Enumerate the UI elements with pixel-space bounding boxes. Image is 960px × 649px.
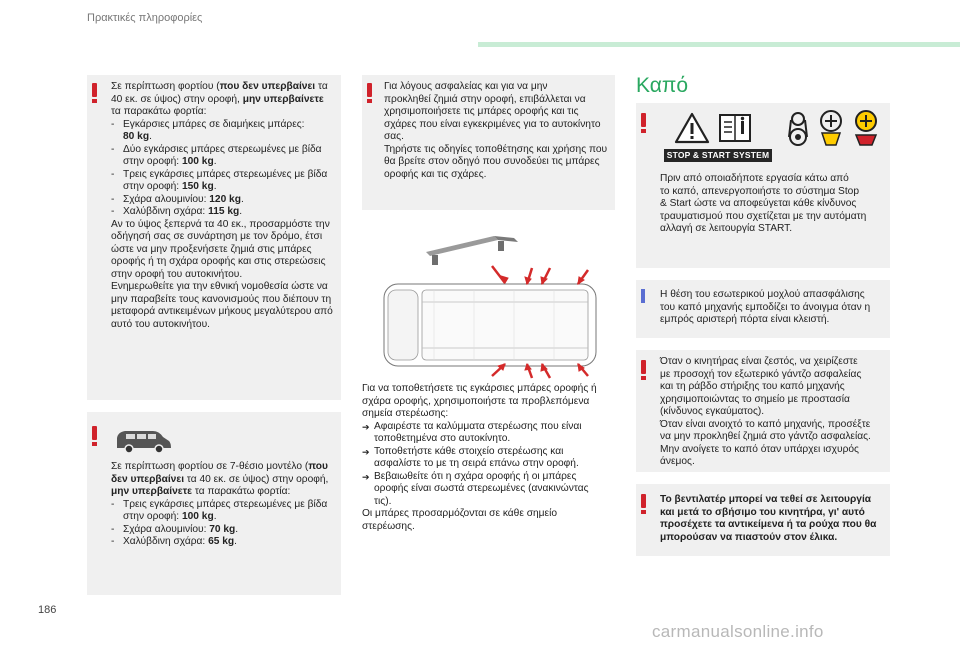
warning-icon xyxy=(641,113,646,127)
warning-triangle-icon xyxy=(674,112,710,144)
van-top-view xyxy=(384,284,596,366)
warning-icon xyxy=(641,494,646,508)
list-item: - Τρεις εγκάρσιες μπάρες στερεωμένες με βίδα στην οροφή: 100 kg. xyxy=(111,498,328,522)
roof-mounting-points-illustration xyxy=(374,222,604,382)
section-title: Καπό xyxy=(636,74,689,97)
fan-belt-icon xyxy=(784,111,812,147)
list-item: - Εγκάρσιες μπάρες σε διαμήκεις μπάρες: 80 kg. xyxy=(111,118,305,142)
step-arrow-icon: ➔ xyxy=(362,471,370,482)
info-icon xyxy=(641,289,645,303)
approved-bars-warning-box: Για λόγους ασφαλείας και για να μην προκληθεί ζημιά στην οροφή, επιβάλλεται να χρησιμοποιήσετε τις μπάρες οροφής και τις σχάρες που είναι εγκεκριμένες για το αυτοκίνητο σας. Τηρήστε τις οδηγίες τοποθέτησης και χρήσης που θα βρείτε στον οδηγό που συνοδεύει τις μπάρες οροφής και τις σχάρες. xyxy=(362,75,615,210)
list-item: - Σχάρα αλουμινίου: 70 kg. xyxy=(111,523,239,535)
warning-icon xyxy=(92,426,97,440)
list-item: - Δύο εγκάρσιες μπάρες στερεωμένες με βίδα στην οροφή: 100 kg. xyxy=(111,143,322,167)
list-item: - Σχάρα αλουμινίου: 120 kg. xyxy=(111,193,244,205)
header-accent-bar xyxy=(478,42,960,47)
list-item: - Τρεις εγκάρσιες μπάρες στερεωμένες με βίδα στην οροφή: 150 kg. xyxy=(111,168,328,192)
bonnet-lever-info-box: Η θέση του εσωτερικού μοχλού απασφάλισης του καπό μηχανής εμποδίζει το άνοιγμα όταν η εμπρός αριστερή πόρτα είναι κλειστή. xyxy=(636,280,890,338)
step-arrow-icon: ➔ xyxy=(362,421,370,432)
load-limits-warning-box: Σε περίπτωση φορτίου (που δεν υπερβαίνει τα 40 εκ. σε ύψος) στην οροφή, μην υπερβαίνετε τα παρακάτω φορτία: - Εγκάρσιες μπάρες σε διαμήκεις μπάρες: 80 kg. - Δύο εγκάρσιες μπάρες στερεωμένες με βίδα στην οροφή: 100 kg. - Τρεις εγκάρσιες μπάρες στερεωμένες με βίδα στην οροφή: 150 kg. - Σχάρα αλουμινίου: 120 kg. - Χαλύβδινη σχάρα: 115 kg. Αν το ύψος ξεπερνά τα 40 εκ., προσαρμόστε την οδήγησή σας σε συνάρτηση με τον δρόμο, έτσι ώστε να μην προξενήσετε ζημιά στις μπάρες οροφής ή τη σχάρα οροφής και στις στερεώσεις στην οροφή του αυτοκινήτου. Ενημερωθείτε για την εθνική νομοθεσία ώστε να μην παραβείτε τους κανονισμούς που διέπουν τη μεταφορά αντικειμένων μήκους μεγαλύτερου από αυτό του αυτοκινήτου. xyxy=(87,75,341,400)
hot-engine-warning-box: Όταν ο κινητήρας είναι ζεστός, να χειρίζεστε με προσοχή τον εξωτερικό γάντζο ασφαλείας και τη ράβδο στήριξης του καπό μηχανής χρησιμοποιώντας το σημείο με προστασία (κίνδυνος εγκαύματος). Όταν είναι ανοιχτό το καπό μηχανής, προσέξτε να μην προκληθεί ζημιά στο γάντζο ασφαλείας. Μην ανοίγετε το καπό όταν υπάρχει ισχυρός άνεμος. xyxy=(636,350,890,472)
seven-seat-load-warning-box: Σε περίπτωση φορτίου σε 7-θέσιο μοντέλο (που δεν υπερβαίνει τα 40 εκ. σε ύψος) στην οροφή, μην υπερβαίνετε τα παρακάτω φορτία: - Τρεις εγκάρσιες μπάρες στερεωμένες με βίδα στην οροφή: 100 kg. - Σχάρα αλουμινίου: 70 kg. - Χαλύβδινη σχάρα: 65 kg. xyxy=(87,412,341,595)
install-instructions: Για να τοποθετήσετε τις εγκάρσιες μπάρες οροφής ή σχάρα οροφής, χρησιμοποιήστε τα προβλεπόμενα σημεία στερέωσης: ➔ Αφαιρέστε τα καλύμματα στερέωσης που είναι τοποθετημένα στο αυτοκίνητο. ➔ Τοποθετήστε κάθε στοιχείο στερέωσης και ασφαλίστε το με τη σειρά επάνω στην οροφή. ➔ Βεβαιωθείτε ότι η σχάρα οροφής ή οι μπάρες οροφής είναι σωστά στερεωμένες (ανακινώντας τις). Οι μπάρες προσαρμόζονται σε κάθε σημείο στερέωσης. xyxy=(362,383,618,533)
watermark: carmanualsonline.info xyxy=(652,622,824,641)
fan-warning-box: Το βεντιλατέρ μπορεί να τεθεί σε λειτουργία και μετά το σβήσιμο του κινητήρα, γι' αυτό προσέχετε τα αντικείμενα ή τα ρούχα που θα μπορούσαν να πιαστούν στον έλικα. xyxy=(636,484,890,556)
hand-hazard-icon xyxy=(816,109,846,147)
manual-book-icon xyxy=(718,112,752,144)
seven-seat-van-icon xyxy=(113,428,173,454)
list-item: ➔ Τοποθετήστε κάθε στοιχείο στερέωσης και ασφαλίστε το με τη σειρά επάνω στην οροφή. xyxy=(362,445,579,469)
list-item: ➔ Βεβαιωθείτε ότι η σχάρα οροφής ή οι μπάρες οροφής είναι σωστά στερεωμένες (ανακινώντας τις). xyxy=(362,470,589,507)
list-item: ➔ Αφαιρέστε τα καλύμματα στερέωσης που είναι τοποθετημένα στο αυτοκίνητο. xyxy=(362,420,582,444)
warning-icon xyxy=(641,360,646,374)
warning-icon xyxy=(92,83,97,97)
header-title: Πρακτικές πληροφορίες xyxy=(87,12,203,24)
list-item: - Χαλύβδινη σχάρα: 115 kg. xyxy=(111,206,243,217)
roof-bar-illustration xyxy=(426,236,518,265)
page-number: 186 xyxy=(38,604,57,616)
step-arrow-icon: ➔ xyxy=(362,446,370,457)
fan-hazard-icon xyxy=(850,109,882,147)
warning-icon xyxy=(367,83,372,97)
stop-start-warning-box: STOP & START SYSTEM Πριν από οποιαδήποτε εργασία κάτω από το καπό, απενεργοποιήστε το σύστημα Stop & Start ώστε να αποφεύγεται κάθε κίνδυνος τραυματισμού που σχετίζεται με την αυτόματη αλλαγή σε λειτουργία START. xyxy=(636,103,890,268)
list-item: - Χαλύβδινη σχάρα: 65 kg. xyxy=(111,536,237,547)
stop-start-system-badge: STOP & START SYSTEM xyxy=(664,149,772,162)
